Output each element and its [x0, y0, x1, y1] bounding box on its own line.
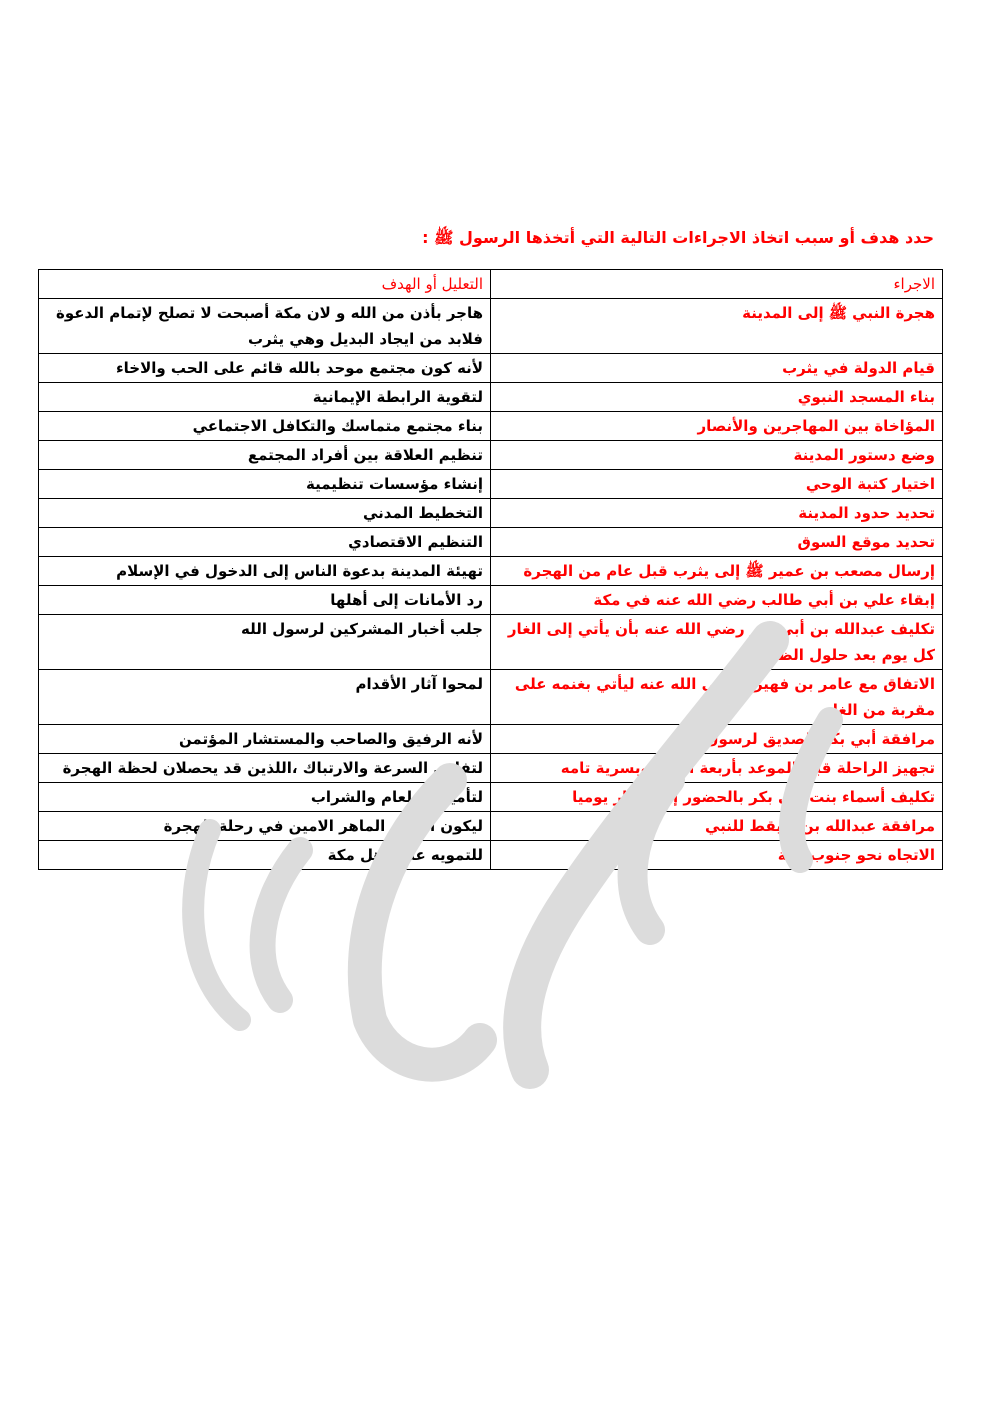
row-reason: لتفادي السرعة والارتباك ،اللذين قد يحصلان لحظة الهجرة: [39, 754, 491, 783]
table-row: [39, 725, 943, 754]
row-reason: لأنه الرفيق والصاحب والمستشار المؤتمن: [39, 725, 491, 754]
row-action: وضع دستور المدينة: [491, 441, 943, 470]
table-row: [39, 783, 943, 812]
row-reason: ليكون الدليل الماهر الامين في رحلة الهجرة: [39, 812, 491, 841]
table-row: [39, 812, 943, 841]
header-reason: التعليل أو الهدف: [39, 270, 491, 299]
row-action: إرسال مصعب بن عمير ﷺ إلى يثرب قبل عام من الهجرة: [491, 557, 943, 586]
row-reason: تنظيم العلاقة بين أفراد المجتمع: [39, 441, 491, 470]
table-row: [39, 528, 943, 557]
table-row: [39, 354, 943, 383]
row-reason: للتمويه على أهل مكة: [39, 841, 491, 870]
table-row: [39, 299, 943, 354]
row-action: اختيار كتبة الوحي: [491, 470, 943, 499]
row-action: هجرة النبي ﷺ إلى المدينة: [491, 299, 943, 354]
table-row: [39, 670, 943, 725]
row-reason: لتأمين الطعام والشراب: [39, 783, 491, 812]
row-reason: رد الأمانات إلى أهلها: [39, 586, 491, 615]
table-row: [39, 441, 943, 470]
table-row: [39, 615, 943, 670]
table-row: [39, 470, 943, 499]
table-row: [39, 557, 943, 586]
row-action: تحديد موقع السوق: [491, 528, 943, 557]
row-action: المؤاخاة بين المهاجرين والأنصار: [491, 412, 943, 441]
row-reason: التخطيط المدني: [39, 499, 491, 528]
table-row: [39, 499, 943, 528]
row-reason: لتقوية الرابطة الإيمانية: [39, 383, 491, 412]
row-action: بناء المسجد النبوي: [491, 383, 943, 412]
table-row: [39, 586, 943, 615]
row-action: تكليف أسماء بنت أبي بكر بالحضور إلى الغار يوميا: [491, 783, 943, 812]
row-action: إبقاء علي بن أبي طالب رضي الله عنه في مكة: [491, 586, 943, 615]
row-reason: جلب أخبار المشركين لرسول الله: [39, 615, 491, 670]
row-reason: هاجر بأذن من الله و لان مكة أصبحت لا تصلح لإتمام الدعوة فلابد من ايجاد البديل وهي يثرب: [39, 299, 491, 354]
row-action: الاتجاه نحو جنوب مكة: [491, 841, 943, 870]
header-action: الاجراء: [491, 270, 943, 299]
row-action: مرافقة أبي بكر الصديق لرسول الله: [491, 725, 943, 754]
row-reason: بناء مجتمع متماسك والتكافل الاجتماعي: [39, 412, 491, 441]
row-reason: التنظيم الاقتصادي: [39, 528, 491, 557]
row-reason: إنشاء مؤسسات تنظيمية: [39, 470, 491, 499]
row-reason: لأنه كون مجتمع موحد بالله قائم على الحب والاخاء: [39, 354, 491, 383]
table-row: [39, 412, 943, 441]
row-action: تجهيز الراحلة قبل الموعد بأربعة أشهر وبسرية تامه: [491, 754, 943, 783]
table-row: [39, 383, 943, 412]
row-action: قيام الدولة في يثرب: [491, 354, 943, 383]
table-header-row: [39, 270, 943, 299]
row-action: الاتفاق مع عامر بن فهيرة رضي الله عنه ليأتي بغنمه على مقربة من الغاز: [491, 670, 943, 725]
row-action: مرافقة عبدالله بن أريقط للنبي: [491, 812, 943, 841]
row-reason: تهيئة المدينة بدعوة الناس إلى الدخول في الإسلام: [39, 557, 491, 586]
row-action: تكليف عبدالله بن أبي بكر رضي الله عنه بأن يأتي إلى الغار كل يوم بعد حلول الظلام: [491, 615, 943, 670]
actions-table: [38, 269, 943, 870]
row-reason: لمحوا آثار الأقدام: [39, 670, 491, 725]
table-row: [39, 754, 943, 783]
instruction-text: حدد هدف أو سبب اتخاذ الاجراءات التالية التي أتخذها الرسول ﷺ :: [422, 228, 934, 247]
row-action: تحديد حدود المدينة: [491, 499, 943, 528]
table-row: [39, 841, 943, 870]
